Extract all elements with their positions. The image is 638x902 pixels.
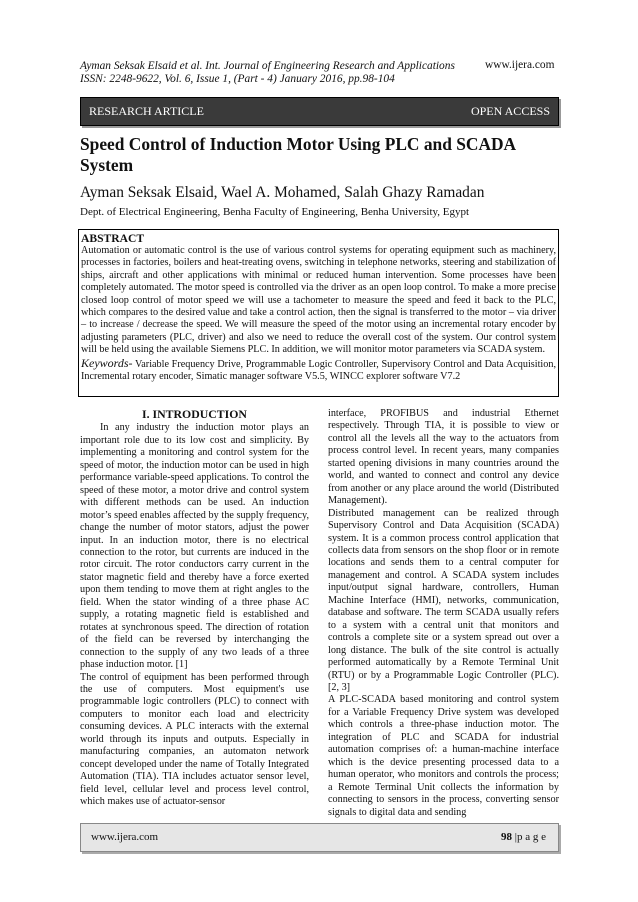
article-type-label: RESEARCH ARTICLE	[89, 104, 204, 118]
paragraph: interface, PROFIBUS and industrial Ethernet respectively. Through TIA, it is possible to view or control all the levels all the way to the actuators from process control level. In recent years, many companies started opening divisions in many countries around the world, and wanted to connect and control any device from another or any place around the world (Distributed Management).	[328, 408, 559, 507]
keywords	[81, 357, 556, 384]
section-heading-introduction: I. INTRODUCTION	[142, 407, 247, 421]
keywords-text: Variable Frequency Drive, Programmable Logic Controller, Supervisory Control and Data Acquisition, Incremental rotary encoder, Simatic manager software V5.5, WINCC explorer software V7.2	[81, 358, 556, 383]
paper-authors: Ayman Seksak Elsaid, Wael A. Mohamed, Salah Ghazy Ramadan	[80, 184, 485, 201]
article-type-banner	[80, 97, 559, 126]
paper-title: Speed Control of Induction Motor Using PLC and SCADA System	[80, 134, 516, 175]
left-column	[80, 408, 309, 809]
keywords-label: Keywords-	[81, 355, 133, 370]
paragraph: In any industry the induction motor plays an important role due to its low cost and simplicity. By implementing a monitoring and control system for the speed of motor, the induction motor can be used in high performance variable-speed applications. To control the speed of these motor, a motor drive and control system with different methods can be used. An induction motor’s speed enables affected by the supply frequency, change the number of motor stators, adjust the power input. In an induction motor, there is no electrical connection to the rotor, but currents are induced in the rotor circuit. The rotor conductors carry current in the stator magnetic field and thereby have a force exerted upon them tending to move them at right angles to the field. When the stator winding of a three phase AC supply, a rotating magnetic field is established and rotates at synchronous speed. The direction of rotation of the field can be reversed by interchanging the connection to the supply of any two leads of a three phase induction motor. [1]	[80, 422, 309, 671]
journal-citation: Ayman Seksak Elsaid et al. Int. Journal of Engineering Research and Applications	[80, 60, 455, 72]
abstract-box	[78, 229, 559, 397]
paragraph: The control of equipment has been performed through the use of computers. Most equipment's use programmable logic controllers (PLC) to connect with computers to monitor each load and electricity consuming devices. A PLC interacts with the external world through its inputs and outputs. Especially in manufacturing companies, an automaton network concept developed under the name of Totally Integrated Automation (TIA). TIA includes actuator sensor level, field level, cellular level and process level control, which makes use of actuator-sensor	[80, 671, 309, 808]
paragraph: Distributed management can be realized through Supervisory Control and Data Acquisition (SCADA) system. It is a common process control application that collects data from sensors on the shop floor or in remote locations and sends them to a central computer for management and control. A SCADA system includes input/output signal hardware, controllers, Human Machine Interface (HMI), networks, communication, database and software. The term SCADA usually refers to a system with a central unit that monitors and controls a complete site or a system spread out over a long distance. The bulk of the site control is actually performed automatically by a Remote Terminal Unit (RTU) or by a Programmable Logic Controller (PLC). [2, 3]	[328, 507, 559, 693]
page-number-value: 98	[501, 831, 513, 843]
journal-website[interactable]: www.ijera.com	[485, 59, 555, 71]
issn-line: ISSN: 2248-9622, Vol. 6, Issue 1, (Part - 4) January 2016, pp.98-104	[80, 73, 395, 85]
right-column	[328, 408, 559, 819]
footer-website[interactable]: www.ijera.com	[91, 831, 159, 843]
open-access-label: OPEN ACCESS	[470, 104, 550, 118]
abstract-heading: ABSTRACT	[81, 232, 145, 245]
abstract-text: Automation or automatic control is the use of various control systems for operating equipment such as machinery, processes in factories, boilers and heat-treating ovens, switching in telephone networks, steering and stabilization of ships, aircraft and other applications with minimal or reduced human intervention. Some processes have been completely automated. The motor speed is controlled via the driver as an open loop control. To make a more precise closed loop control of motor speed we will use a tachometer to measure the speed and feed it back to the PLC, which compares to the desired value and take a control action, then the signal is transferred to the motor – via driver – to increase / decrease the speed. We will measure the speed of the motor using an incremental rotary encoder by adjusting parameters (PLC, driver) and also we need to reduce the overall cost of the system. Our control system will be held using the available Siemens PLC. In addition, we will monitor motor parameters via SCADA system.	[81, 245, 556, 356]
page-number-label: |p a g e	[512, 831, 546, 843]
paper-affiliation: Dept. of Electrical Engineering, Benha Faculty of Engineering, Benha University, Egypt	[80, 206, 470, 218]
paragraph: A PLC-SCADA based monitoring and control system for a Variable Frequency Drive system was developed which controls a three-phase induction motor. The integration of PLC and SCADA for industrial automation comprises of: a human-machine interface which is the device presenting processed data to a human operator, who monitors and controls the process; a Remote Terminal Unit collects the information by connecting to sensors in the process, converting sensor signals to digital data and sending	[328, 694, 559, 818]
page-footer	[80, 823, 559, 852]
page-number	[501, 831, 546, 843]
